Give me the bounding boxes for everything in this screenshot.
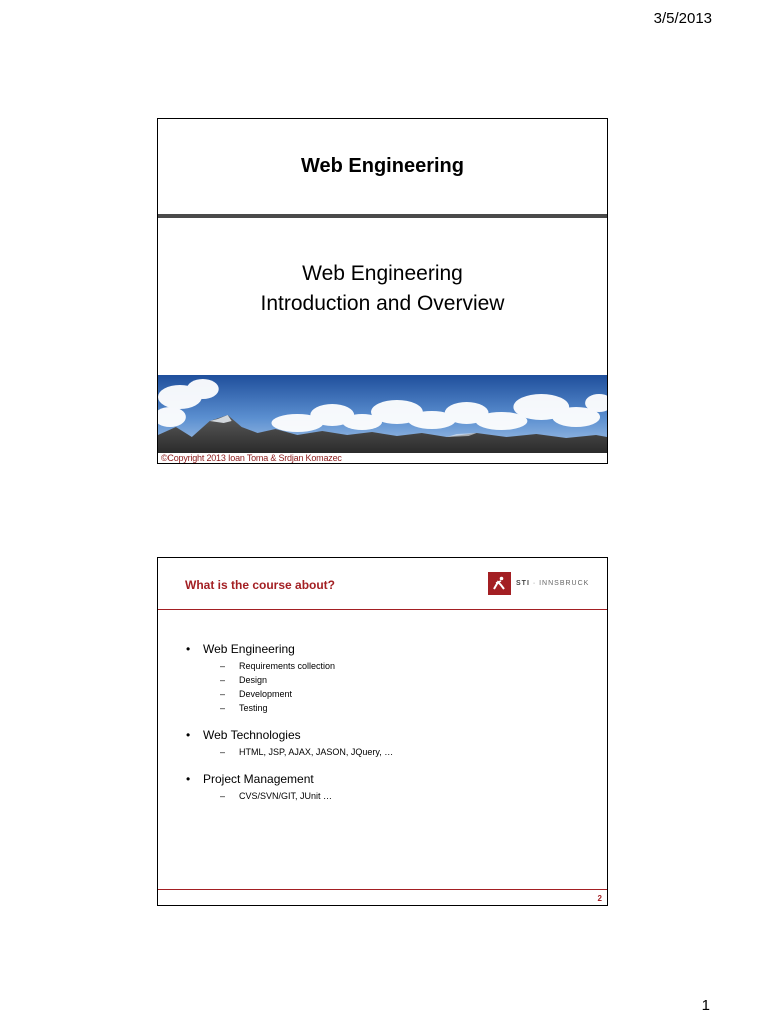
slide-2-content xyxy=(186,642,596,803)
slide-1 xyxy=(157,118,608,464)
sub-item: – Development xyxy=(220,687,596,701)
slide-2-top-rule xyxy=(158,609,607,610)
bullet-label: Web Technologies xyxy=(203,728,301,742)
sub-list xyxy=(203,745,596,759)
sub-item: – Testing xyxy=(220,701,596,715)
bullet-label: Web Engineering xyxy=(203,642,295,656)
sti-logo xyxy=(488,572,589,595)
mountain-clouds-photo xyxy=(158,375,607,453)
bullet-project-management xyxy=(186,772,596,803)
slide-2 xyxy=(157,557,608,906)
sub-item: – Requirements collection xyxy=(220,659,596,673)
page-number: 1 xyxy=(701,997,710,1014)
bullet-web-technologies xyxy=(186,728,596,759)
sti-logo-brand: STI xyxy=(516,580,530,587)
slide-2-page-number: 2 xyxy=(597,894,602,903)
slide-1-title xyxy=(158,259,607,319)
sub-list xyxy=(203,789,596,803)
sub-list xyxy=(203,659,596,715)
bullet-label: Project Management xyxy=(203,772,314,786)
sub-item: – CVS/SVN/GIT, JUnit … xyxy=(220,789,596,803)
slide-2-title: What is the course about? xyxy=(185,578,336,592)
sti-logo-suffix: · INNSBRUCK xyxy=(529,580,590,587)
sub-item: – HTML, JSP, AJAX, JASON, JQuery, … xyxy=(220,745,596,759)
slide-1-divider xyxy=(158,214,607,218)
bullet-web-engineering xyxy=(186,642,596,715)
slide-1-copyright: ©Copyright 2013 Ioan Toma & Srdjan Komazec xyxy=(161,453,342,463)
page-date: 3/5/2013 xyxy=(653,10,712,27)
slide-2-bottom-rule xyxy=(158,889,607,890)
sub-item: – Design xyxy=(220,673,596,687)
slide-1-header-title: Web Engineering xyxy=(301,155,464,177)
slide-1-header xyxy=(158,119,607,214)
sti-logo-text xyxy=(516,580,589,587)
slide-1-title-line-2: Introduction and Overview xyxy=(260,292,505,315)
slide-1-title-line-1: Web Engineering xyxy=(302,262,463,285)
sti-logo-icon xyxy=(488,572,511,595)
